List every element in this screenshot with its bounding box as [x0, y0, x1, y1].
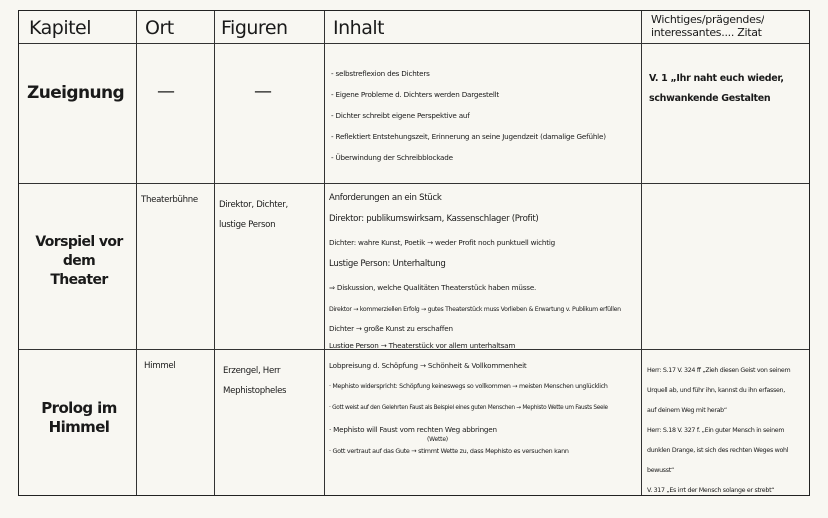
- chapter-zueignung: Zueignung: [27, 83, 125, 103]
- inhalt-line: - selbstreflexion des Dichters: [331, 69, 430, 78]
- inhalt-line: - Reflektiert Entstehungszeit, Erinnerung an seine Jugendzeit (damalige Gefühle): [331, 132, 606, 141]
- chapter-vorspiel-line1: Vorspiel vor dem: [35, 234, 123, 269]
- inhalt-line: Lobpreisung d. Schöpfung → Schönheit & Vollkommenheit: [329, 361, 527, 370]
- chapter-prolog: [25, 399, 133, 437]
- inhalt-line: Lustige Person: Unterhaltung: [329, 259, 446, 269]
- chapter-prolog-line1: Prolog im: [41, 399, 117, 417]
- column-divider-3: [324, 11, 325, 495]
- column-divider-4: [641, 11, 642, 495]
- zitat-line: schwankende Gestalten: [649, 93, 771, 104]
- inhalt-line: Dichter → große Kunst zu erschaffen: [329, 324, 453, 333]
- zitat-zueignung: [649, 69, 809, 109]
- inhalt-line: · Gott vertraut auf das Gute → stimmt Wette zu, dass Mephisto es versuchen kann: [329, 447, 569, 455]
- header-ort: Ort: [145, 17, 174, 39]
- zitat-line: V. 1 „Ihr naht euch wieder,: [649, 73, 784, 84]
- zitat-line: Herr: S.17 V. 324 ff „Zieh diesen Geist von seinem: [647, 367, 791, 374]
- notes-table: [18, 10, 810, 496]
- inhalt-line: · Mephisto will Faust vom rechten Weg abbringen: [329, 425, 497, 434]
- header-wichtiges: [651, 13, 764, 39]
- zitat-line: Herr: S.18 V. 327 f. „Ein guter Mensch in seinem: [647, 427, 785, 434]
- ort-prolog: Himmel: [144, 361, 176, 371]
- figuren-vorspiel-line2: lustige Person: [219, 220, 276, 230]
- chapter-prolog-line2: Himmel: [48, 418, 110, 436]
- zitat-line: Urquell ab, und führ ihn, kannst du ihn erfassen,: [647, 387, 785, 394]
- ort-vorspiel: Theaterbühne: [141, 195, 198, 205]
- header-divider: [19, 43, 809, 44]
- inhalt-line: - Eigene Probleme d. Dichters werden Dargestellt: [331, 90, 500, 99]
- inhalt-vorspiel: [329, 193, 639, 348]
- zitat-line: auf deinem Weg mit herab“: [647, 407, 727, 414]
- figuren-prolog-line2: Mephistopheles: [223, 386, 287, 396]
- zitat-line: bewusst“: [647, 467, 674, 474]
- header-inhalt: Inhalt: [333, 17, 385, 39]
- zitat-line: V. 317 „Es irrt der Mensch solange er strebt“: [647, 487, 775, 494]
- chapter-vorspiel-line2: Theater: [50, 272, 108, 288]
- inhalt-line: · Mephisto widerspricht: Schöpfung keineswegs so vollkommen → meisten Menschen unglücklich: [329, 383, 608, 390]
- zitat-line: dunklen Drange, ist sich des rechten Weges wohl: [647, 447, 789, 454]
- header-wichtiges-line1: Wichtiges/prägendes/: [651, 13, 765, 26]
- row-divider-1: [19, 183, 809, 184]
- zitat-prolog: [647, 361, 809, 501]
- inhalt-line: - Dichter schreibt eigene Perspektive auf: [331, 111, 470, 120]
- figuren-vorspiel: [219, 195, 288, 235]
- chapter-vorspiel: [25, 233, 133, 290]
- inhalt-annotation: (Wette): [427, 436, 448, 443]
- inhalt-line: - Überwindung der Schreibblockade: [331, 153, 453, 162]
- inhalt-line: · Gott weist auf den Gelehrten Faust als Beispiel eines guten Menschen → Mephisto Wette um Fausts Seele: [329, 405, 608, 411]
- row-divider-2: [19, 349, 809, 350]
- inhalt-prolog: [329, 361, 639, 491]
- figuren-zueignung: —: [254, 81, 272, 102]
- header-figuren: Figuren: [221, 17, 288, 39]
- column-divider-2: [214, 11, 215, 495]
- inhalt-line: Lustige Person → Theaterstück vor allem unterhaltsam: [329, 341, 516, 348]
- inhalt-line: Direktor: publikumswirksam, Kassenschlager (Profit): [329, 214, 539, 224]
- header-kapitel: Kapitel: [29, 17, 92, 39]
- figuren-vorspiel-line1: Direktor, Dichter,: [219, 200, 288, 210]
- header-wichtiges-line2: interessantes.... Zitat: [651, 26, 762, 39]
- figuren-prolog-line1: Erzengel, Herr: [223, 366, 281, 376]
- inhalt-line: ⇒ Diskussion, welche Qualitäten Theaterstück haben müsse.: [329, 283, 537, 292]
- inhalt-line: Dichter: wahre Kunst, Poetik → weder Profit noch punktuell wichtig: [329, 238, 555, 247]
- ort-zueignung: —: [157, 81, 175, 102]
- column-divider-1: [136, 11, 137, 495]
- figuren-prolog: [223, 361, 286, 401]
- inhalt-zueignung: [331, 69, 636, 179]
- inhalt-line: Direktor → kommerziellen Erfolg → gutes Theaterstück muss Vorlieben & Erwartung v. Publikum erfüllen: [329, 306, 621, 313]
- inhalt-line: Anforderungen an ein Stück: [329, 193, 442, 203]
